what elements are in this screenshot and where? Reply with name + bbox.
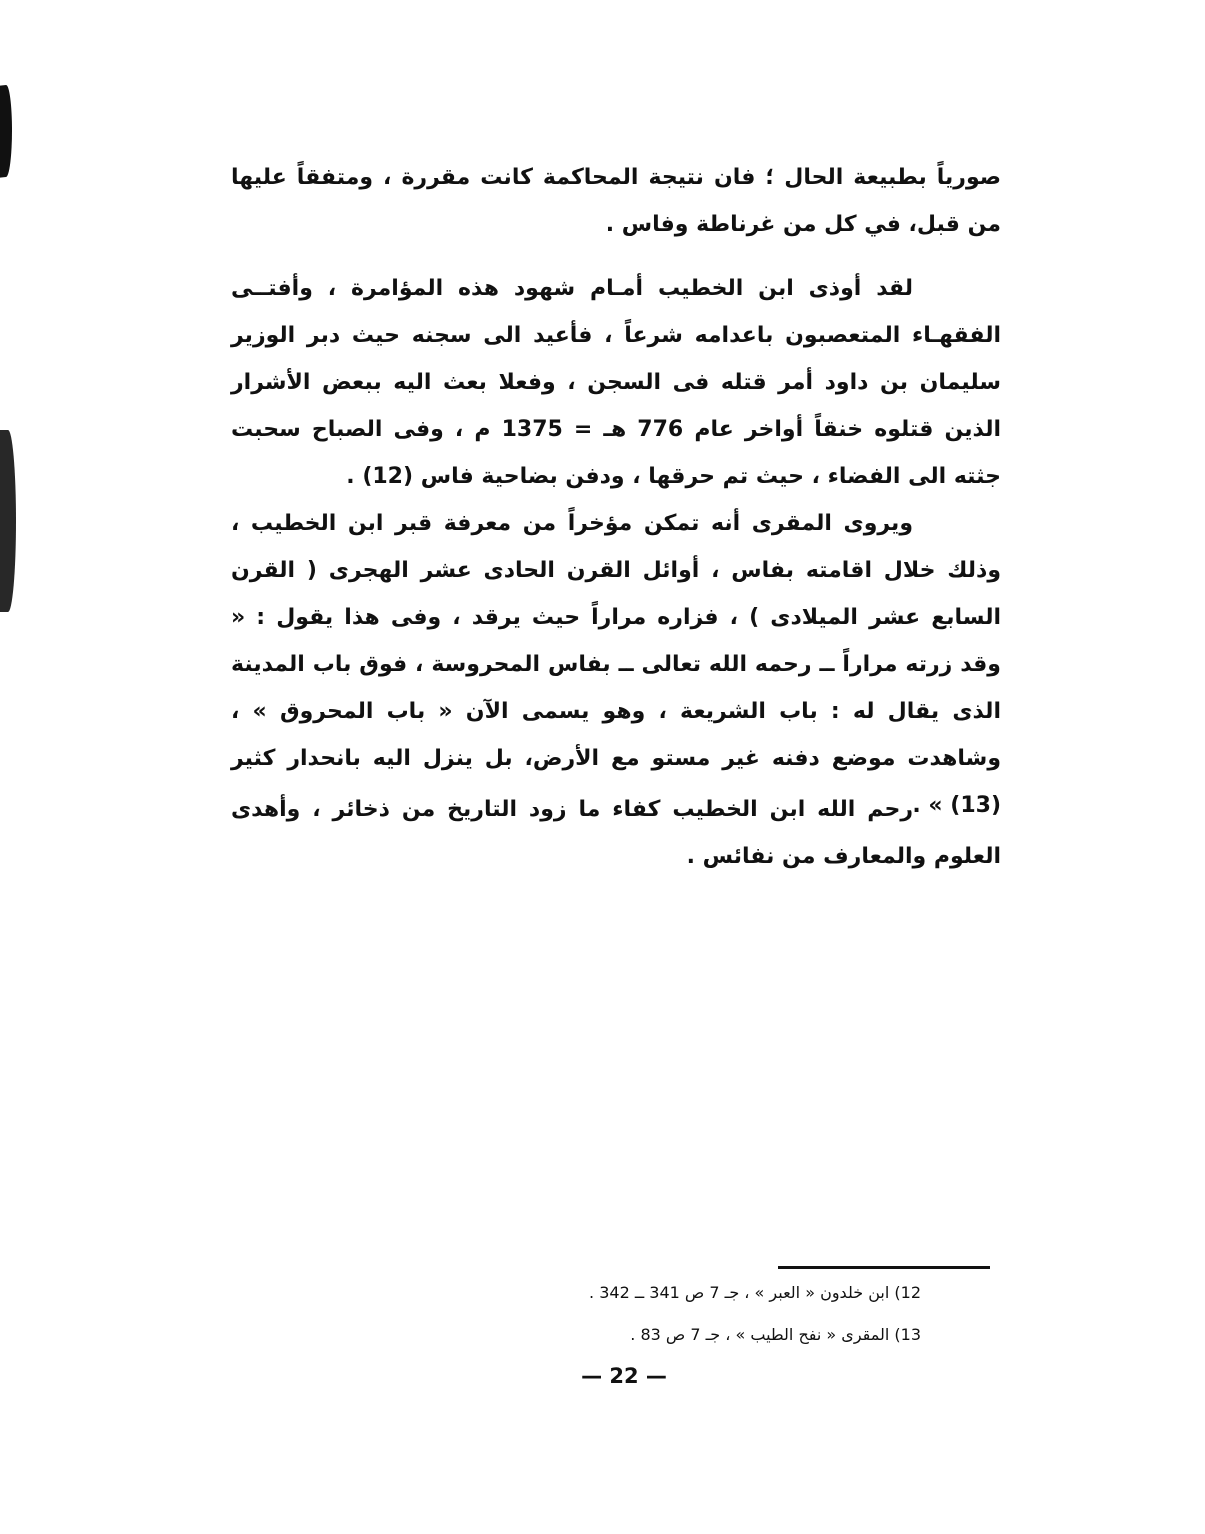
paragraph-text: لقد أوذى ابن الخطيب أمـام شهود هذه المؤامرة ، وأفتــى الفقهـاء المتعصبون باعدامه شرعاً ، فأعيد الى سجنه حيث دبر الوزير سليمان بن داود أمر قتله فى السجن ، وفعلا بعث اليه ببعض الأشرار الذين قتلوه خنقاً أواخر عام 776 هـ = 1375 م ، وفى الصباح سحبت جثته الى الفضاء ، حيث تم حرقها ، ودفن بضاحية فاس (12) .	[231, 276, 1002, 489]
scan-edge-mark	[0, 430, 16, 612]
paragraph-execution	[231, 265, 1001, 500]
paragraph-grave	[231, 500, 1001, 829]
footnote-12: 12) ابن خلدون « العبر » ، جـ 7 ص 341 ــ 342 .	[589, 1283, 921, 1302]
page-number: — 22 —	[581, 1364, 667, 1388]
paragraph-text: صورياً بطبيعة الحال ؛ فان نتيجة المحاكمة كانت مقررة ، ومتفقاً عليها من قبل، في كل من غرناطة وفاس .	[231, 165, 1001, 237]
paragraph-text: رحم الله ابن الخطيب كفاء ما زود التاريخ من ذخائر ، وأهدى العلوم والمعارف من نفائس .	[231, 797, 1001, 869]
footnote-13: 13) المقرى « نفح الطيب » ، جـ 7 ص 83 .	[630, 1325, 921, 1344]
paragraph-closing	[231, 786, 1001, 880]
paragraph-continuation	[231, 154, 1001, 248]
paragraph-text: ويروى المقرى أنه تمكن مؤخراً من معرفة قبر ابن الخطيب ، وذلك خلال اقامته بفاس ، أوائل القرن الحادى عشر الهجرى ( القرن السابع عشر الميلادى ) ، فزاره مراراً حيث يرقد ، وفى هذا يقول : « وقد زرته مراراً ــ رحمه الله تعالى ــ بفاس المحروسة ، فوق باب المدينة الذى يقال له : باب الشريعة ، وهو يسمى الآن « باب المحروق » ، وشاهدت موضع دفنه غير مستو مع الأرض، بل ينزل اليه بانحدار كثير (13) » .	[231, 511, 1001, 818]
scan-edge-mark	[0, 84, 12, 177]
footnote-separator	[778, 1266, 990, 1269]
